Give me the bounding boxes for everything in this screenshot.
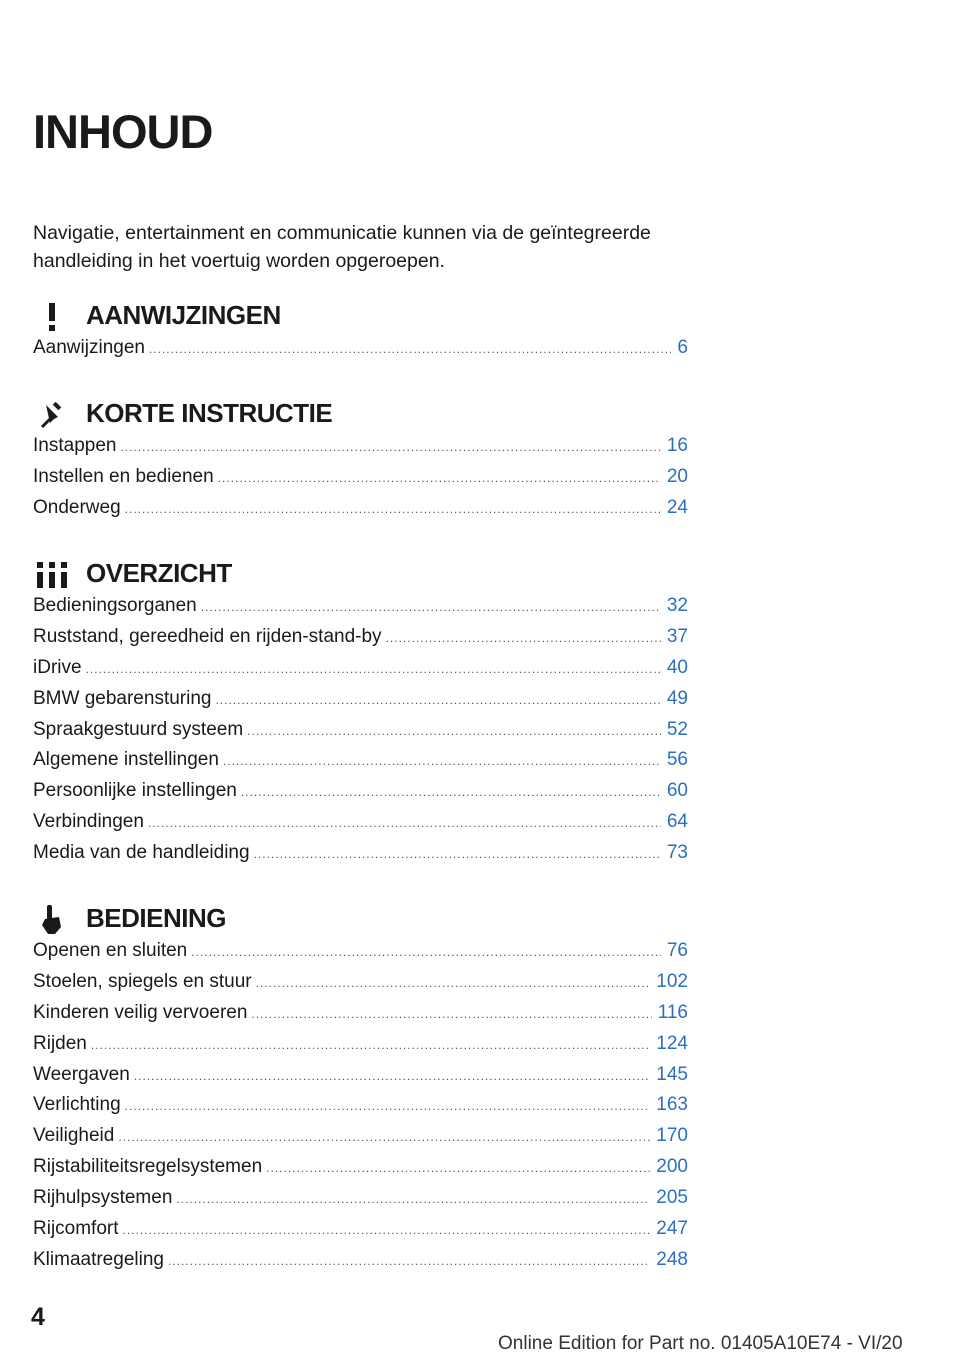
toc-page-link[interactable]: 205 [656,1187,688,1209]
dot-leader [201,600,661,614]
dot-leader [223,754,661,768]
dot-leader [241,785,661,799]
section-title: BEDIENING [86,903,226,933]
toc-entry-label: Kinderen veilig vervoeren [33,1001,248,1023]
toc-page-link[interactable]: 76 [666,940,688,961]
toc-page-link[interactable]: 20 [666,465,688,487]
dot-leader [120,440,660,454]
toc-page-link[interactable]: 124 [656,1032,688,1054]
hand-pointer-icon [35,906,69,934]
toc-entry-label: Openen en sluiten [33,940,188,961]
toc-page-link[interactable]: 247 [656,1218,688,1240]
toc-page-link[interactable]: 52 [666,718,688,740]
toc-page-link[interactable]: 163 [656,1094,688,1116]
section-title: OVERZICHT [86,558,232,588]
dot-leader [254,847,661,861]
toc-page-link[interactable]: 60 [666,780,688,802]
toc-page-link[interactable]: 37 [666,625,688,647]
toc-entry-label: Instellen en bedienen [33,465,214,487]
section-title: AANWIJZINGEN [86,300,281,330]
toc-entry[interactable] [33,497,688,528]
dot-leader [168,1254,650,1268]
toc-page-link[interactable]: 64 [666,811,688,833]
toc-entry[interactable] [33,1064,688,1095]
toc-entry-label: Spraakgestuurd systeem [33,718,244,740]
dot-leader [266,1161,650,1175]
dot-leader [123,1223,651,1237]
intro-text: Navigatie, entertainment en communicatie kunnen via de geïntegreerde handleiding in het voertuig worden opgeroepen. [33,222,651,272]
section-header [33,395,688,435]
toc-entry[interactable] [33,971,688,1002]
toc-page-link[interactable]: 116 [657,1001,688,1023]
toc-entry[interactable] [33,749,688,780]
toc-entry[interactable] [33,1125,688,1156]
toc-entry-label: Rijstabiliteitsregelsystemen [33,1156,263,1178]
section-aanwijzingen [33,297,688,368]
toc-entry[interactable] [33,657,688,688]
toc-entry-label: Ruststand, gereedheid en rijden-stand-by [33,625,382,647]
dot-leader [191,945,661,959]
toc-entry[interactable] [33,842,688,873]
toc-page-link[interactable]: 56 [666,749,688,771]
dot-leader [256,976,651,990]
toc-page-link[interactable]: 49 [666,687,688,709]
dot-leader [149,342,671,356]
toc-entry-label: Rijcomfort [33,1218,119,1240]
dot-leader [215,693,660,707]
pin-icon [35,401,69,429]
dot-leader [118,1130,650,1144]
dot-leader [91,1038,650,1052]
section-title: KORTE INSTRUCTIE [86,398,333,428]
dot-leader [125,502,661,516]
toc-entry-label: Weergaven [33,1063,130,1085]
toc-entry-label: Media van de handleiding [33,842,250,864]
dot-leader [251,1007,651,1021]
toc-entry-label: Stoelen, spiegels en stuur [33,970,252,992]
toc-entry-label: Veiligheid [33,1125,115,1147]
toc-page-link[interactable]: 200 [656,1156,688,1178]
toc-entry[interactable] [33,1156,688,1187]
toc-entry-label: Verlichting [33,1094,121,1116]
toc-page-link[interactable]: 170 [656,1125,688,1147]
section-header [33,900,688,940]
toc-entry[interactable] [33,940,688,971]
toc-entry[interactable] [33,1249,688,1280]
exclamation-icon [35,303,69,331]
toc-page-link[interactable]: 40 [666,656,688,678]
toc-entry-label: Aanwijzingen [33,337,145,358]
toc-page-link[interactable]: 16 [666,435,688,456]
toc-entry[interactable] [33,1002,688,1033]
toc-page-link[interactable]: 248 [656,1248,688,1270]
toc-entry-label: iDrive [33,656,82,678]
toc-entry[interactable] [33,1187,688,1218]
toc-entry[interactable] [33,1218,688,1249]
dot-leader [125,1099,651,1113]
toc-entry-label: Instappen [33,435,117,456]
dot-leader [218,471,661,485]
toc-entry[interactable] [33,337,688,368]
dot-leader [86,662,661,676]
toc-page-link[interactable]: 6 [677,337,688,358]
toc-entry[interactable] [33,626,688,657]
toc-entry[interactable] [33,466,688,497]
section-overzicht [33,555,688,873]
section-korte-instructie [33,395,688,528]
toc-entry-label: Rijhulpsystemen [33,1187,173,1209]
grid-icon [35,561,69,589]
toc-page-link[interactable]: 24 [666,496,688,518]
toc-entry[interactable] [33,435,688,466]
toc-entry[interactable] [33,1094,688,1125]
toc-page-link[interactable]: 145 [656,1063,688,1085]
toc-entry[interactable] [33,595,688,626]
toc-entry-label: Verbindingen [33,811,144,833]
dot-leader [176,1192,650,1206]
footer-edition: Online Edition for Part no. 01405A10E74 - VI/20 [498,1333,903,1354]
dot-leader [247,724,661,738]
toc-entry-label: Onderweg [33,496,121,518]
toc-entry[interactable] [33,1033,688,1064]
toc-entry[interactable] [33,688,688,719]
toc-entry[interactable] [33,811,688,842]
section-bediening [33,900,688,1280]
section-header [33,555,688,595]
toc-entry-label: Bedieningsorganen [33,595,197,616]
page-title: INHOUD [33,105,213,158]
toc-entry-label: BMW gebarensturing [33,687,212,709]
toc-entry-label: Persoonlijke instellingen [33,780,237,802]
toc-page-link[interactable]: 32 [666,595,688,616]
toc-entry-label: Rijden [33,1032,87,1054]
toc-entry-label: Klimaatregeling [33,1248,164,1270]
toc-page-link[interactable]: 102 [656,970,688,992]
page-number: 4 [31,1303,45,1331]
toc-page-link[interactable]: 73 [666,842,688,864]
toc-entry[interactable] [33,719,688,750]
dot-leader [386,631,661,645]
dot-leader [148,816,661,830]
dot-leader [134,1069,650,1083]
section-header [33,297,688,337]
toc-entry[interactable] [33,780,688,811]
toc-entry-label: Algemene instellingen [33,749,219,771]
